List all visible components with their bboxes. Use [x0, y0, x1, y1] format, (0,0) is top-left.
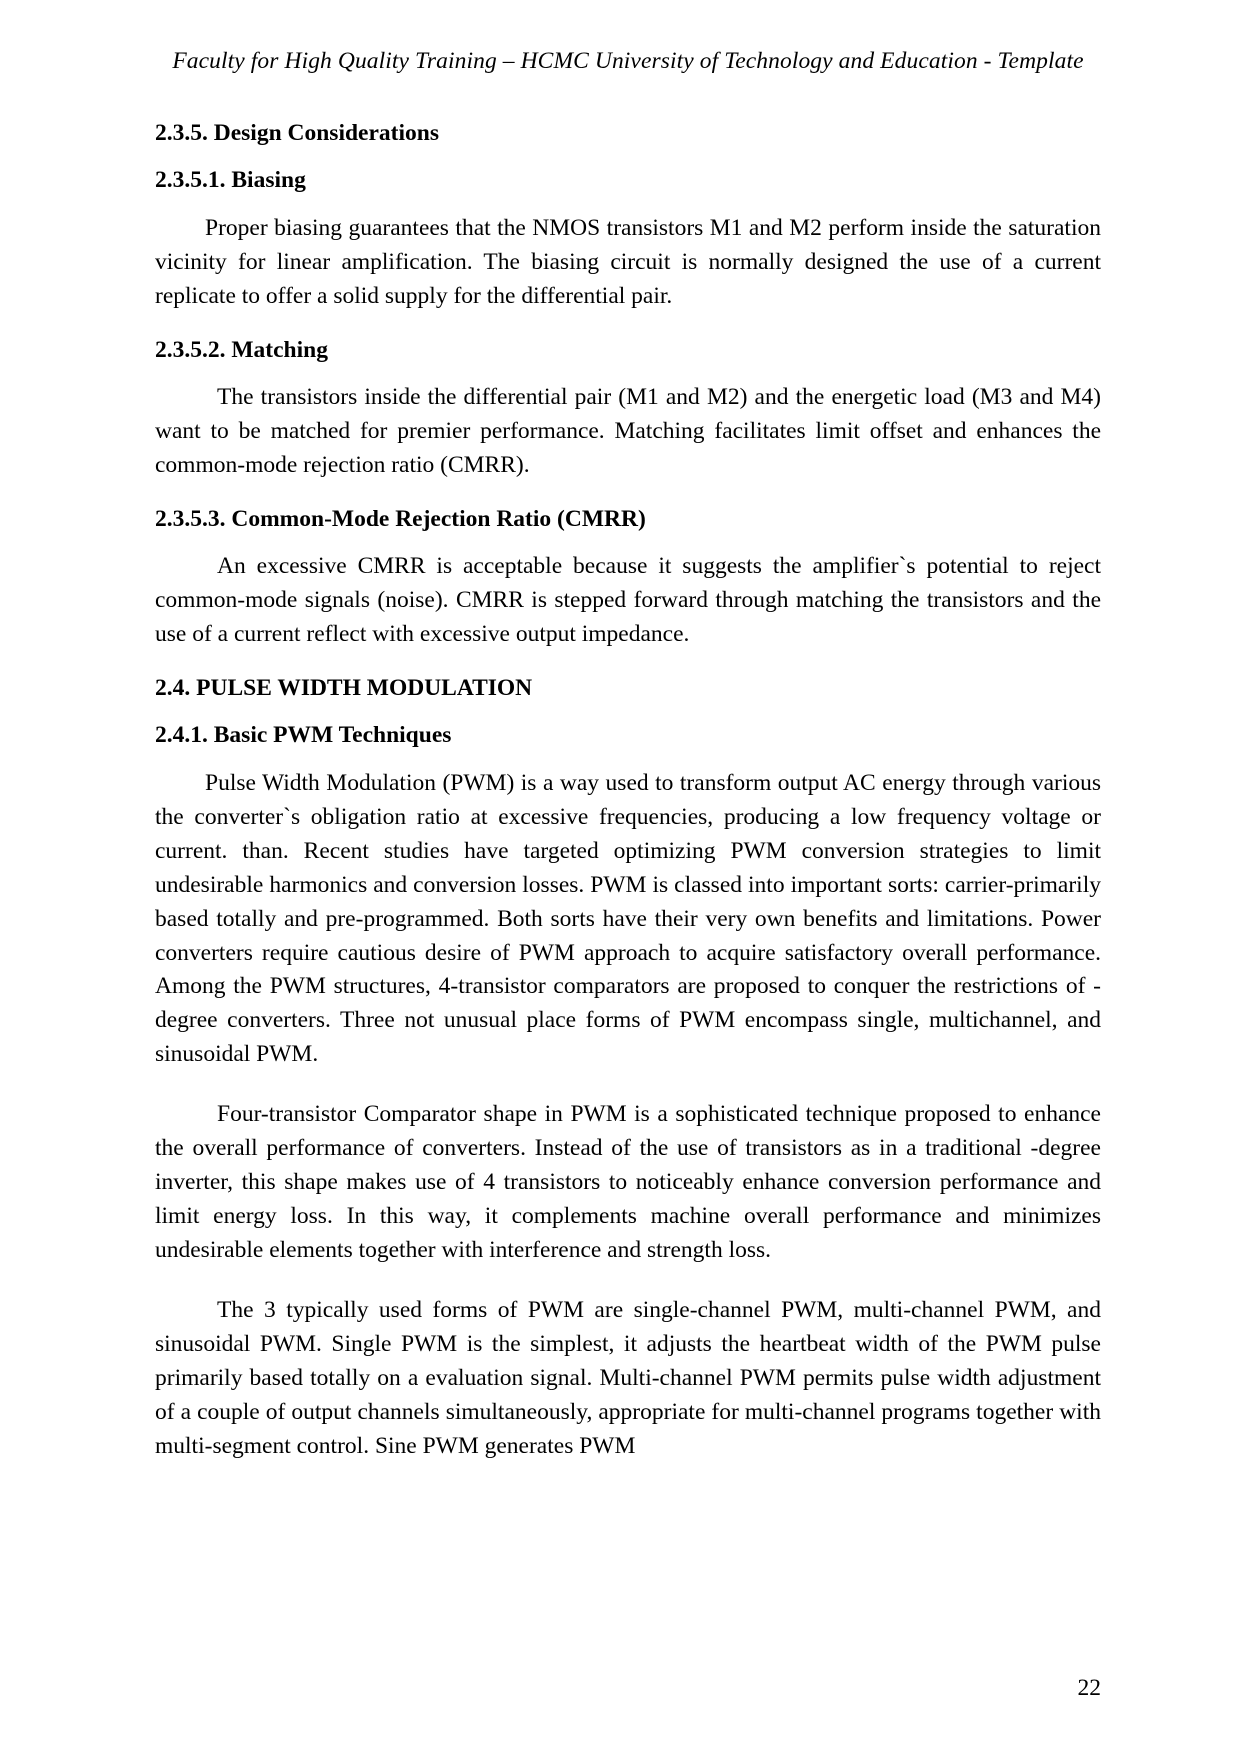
spacer [155, 1072, 1101, 1098]
spacer [155, 483, 1101, 503]
paragraph-cmrr: An excessive CMRR is acceptable because it suggests the amplifier`s potential to reject common-mode signals (noise). CMRR is stepped forward through matching the transistors and the use of a current reflect with excessive output impedance. [155, 553, 1101, 648]
spacer [155, 705, 1101, 719]
spacer [155, 753, 1101, 767]
paragraph-matching: The transistors inside the differential pair (M1 and M2) and the energetic load (M3 and M4) want to be matched for premier performance. Matching facilitates limit offset and enhances the common-mode rejection ratio (CMRR). [155, 383, 1101, 478]
spacer [155, 314, 1101, 334]
paragraph-pwm-forms: The 3 typically used forms of PWM are single-channel PWM, multi-channel PWM, and sinusoidal PWM. Single PWM is the simplest, it adjusts the heartbeat width of the PWM pulse primarily based totally on a evaluation signal. Multi-channel PWM permits pulse width adjustment of a couple of output channels simultaneously, appropriate for multi-channel programs together with multi-segment control. Sine PWM generates PWM [155, 1297, 1101, 1459]
heading-design-considerations: 2.3.5. Design Considerations [155, 120, 439, 146]
heading-cmrr: 2.3.5.3. Common-Mode Rejection Ratio (CMRR) [155, 505, 646, 532]
spacer [155, 652, 1101, 672]
page-number: 22 [1077, 1675, 1101, 1701]
spacer [155, 150, 1101, 164]
paragraph-four-transistor-comparator: Four-transistor Comparator shape in PWM is a sophisticated technique proposed to enhance the overall performance of converters. Instead of the use of transistors as in a traditional -degree inverter, this shape makes use of 4 transistors to noticeably enhance conversion performance and limit energy loss. In this way, it complements machine overall performance and minimizes undesirable elements together with interference and strength loss. [155, 1101, 1101, 1264]
spacer [155, 367, 1101, 381]
paragraph-biasing: Proper biasing guarantees that the NMOS transistors M1 and M2 perform inside the saturation vicinity for linear amplification. The biasing circuit is normally designed the use of a current replicate to offer a solid supply for the differential pair. [155, 214, 1101, 309]
spacer [155, 1268, 1101, 1294]
paragraph-pwm-overview: Pulse Width Modulation (PWM) is a way used to transform output AC energy through various the converter`s obligation ratio at excessive frequencies, producing a low frequency voltage or current. than. Recent studies have targeted optimizing PWM conversion strategies to limit undesirable harmonics and conversion losses. PWM is classed into important sorts: carrier-primarily based totally and pre-programmed. Both sorts have their very own benefits and limitations. Power converters require cautious desire of PWM approach to acquire satisfactory overall performance. Among the PWM structures, 4-transistor comparators are proposed to conquer the restrictions of -degree converters. Three not unusual place forms of PWM encompass single, multichannel, and sinusoidal PWM. [155, 769, 1101, 1068]
heading-basic-pwm-techniques: 2.4.1. Basic PWM Techniques [155, 722, 452, 749]
heading-biasing: 2.3.5.1. Biasing [155, 167, 306, 194]
spacer [155, 198, 1101, 212]
running-header: Faculty for High Quality Training – HCMC University of Technology and Education - Template [172, 48, 1084, 74]
heading-matching: 2.3.5.2. Matching [155, 336, 328, 363]
heading-pulse-width-modulation: 2.4. PULSE WIDTH MODULATION [155, 675, 533, 702]
spacer [155, 536, 1101, 550]
